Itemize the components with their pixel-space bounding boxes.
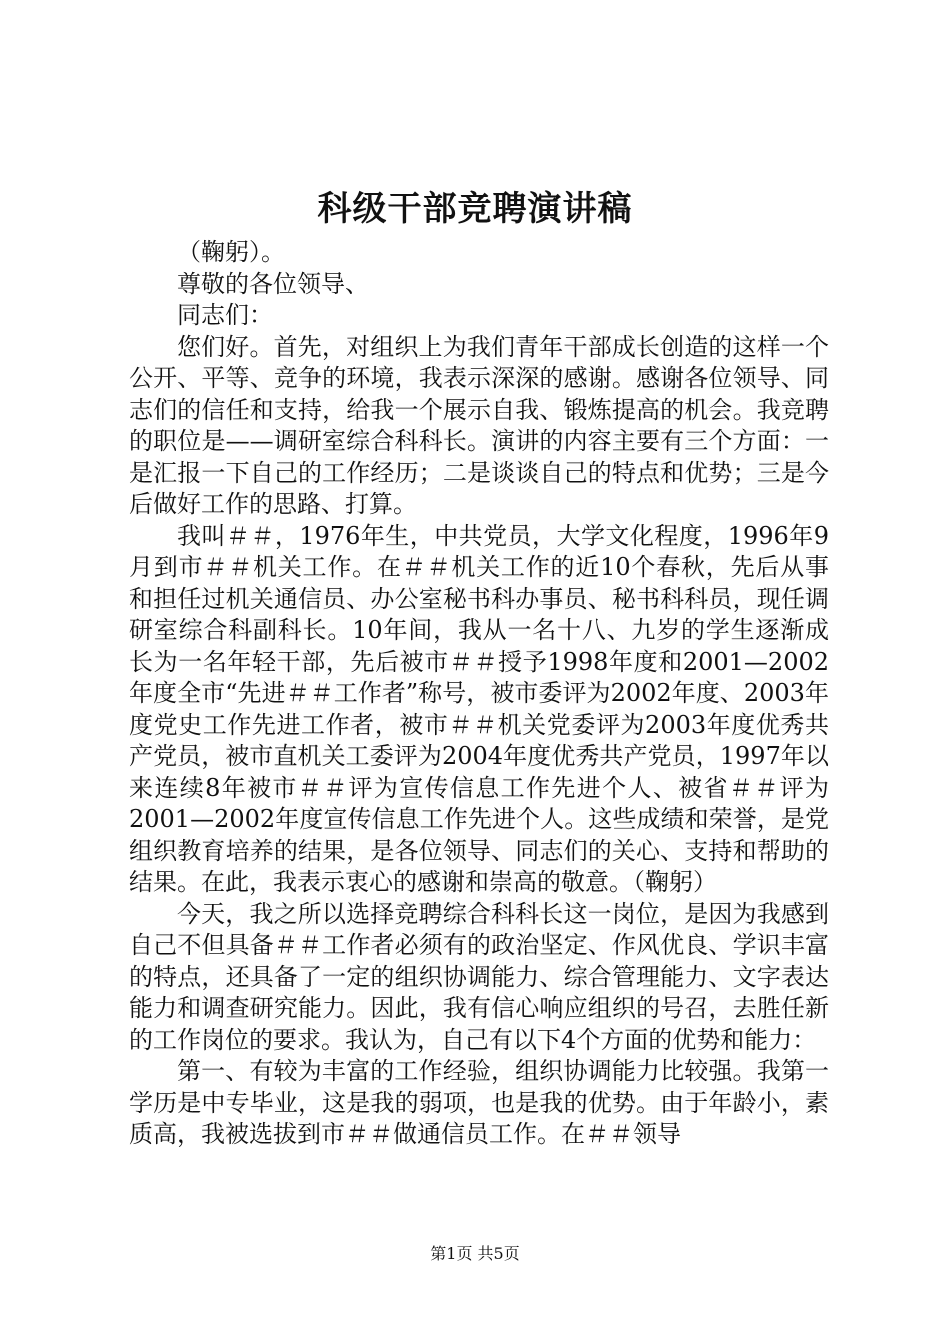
paragraph-advantage-one: 第一、有较为丰富的工作经验，组织协调能力比较强。我第一学历是中专毕业，这是我的弱项，也是我的优势。由于年龄小，素质高，我被选拔到市＃＃做通信员工作。在＃＃领导 — [129, 1057, 829, 1148]
paragraph-greeting-leaders: 尊敬的各位领导、 — [177, 269, 369, 298]
paragraph-reasons: 今天，我之所以选择竞聘综合科科长这一岗位，是因为我感到自己不但具备＃＃工作者必须有的政治坚定、作风优良、学识丰富的特点，还具备了一定的组织协调能力、综合管理能力、文字表达能力和调查研究能力。因此，我有信心响应组织的号召，去胜任新的工作岗位的要求。我认为，自己有以下4个方面的优势和能力： — [129, 899, 829, 1054]
paragraph-work-experience: 我叫＃＃，1976年生，中共党员，大学文化程度，1996年9月到市＃＃机关工作。在＃＃机关工作的近10个春秋，先后从事和担任过机关通信员、办公室秘书科办事员、秘书科科员，现任调研室综合科副科长。10年间，我从一名十八、九岁的学生逐渐成长为一名年轻干部，先后被市＃＃授予1998年度和2001—2002年度全市“先进＃＃工作者”称号，被市委评为2002年度、2003年度党史工作先进工作者，被市＃＃机关党委评为2003年度优秀共产党员，被市直机关工委评为2004年度优秀共产党员，1997年以来连续8年被市＃＃评为宣传信息工作先进个人、被省＃＃评为2001—2002年度宣传信息工作先进个人。这些成绩和荣誉，是党组织教育培养的结果，是各位领导、同志们的关心、支持和帮助的结果。在此，我表示衷心的感谢和崇高的敬意。（鞠躬） — [129, 521, 829, 896]
page-footer: 第1页 共5页 — [430, 1244, 520, 1263]
document-title: 科级干部竞聘演讲稿 — [317, 189, 633, 229]
document-body — [129, 237, 829, 1151]
paragraph-greeting-comrades: 同志们： — [177, 301, 273, 329]
paragraph-introduction: 您们好。首先，对组织上为我们青年干部成长创造的这样一个公开、平等、竞争的环境，我表示深深的感谢。感谢各位领导、同志们的信任和支持，给我一个展示自我、锻炼提高的机会。我竞聘的职位是——调研室综合科科长。演讲的内容主要有三个方面：一是汇报一下自己的工作经历；二是谈谈自己的特点和优势；三是今后做好工作的思路、打算。 — [129, 332, 829, 518]
paragraph-bow: （鞠躬）。 — [177, 238, 285, 266]
